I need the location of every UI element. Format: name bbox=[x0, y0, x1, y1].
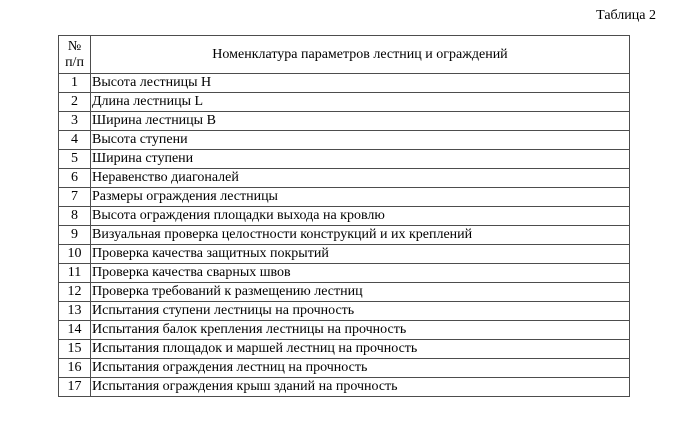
table-row bbox=[59, 321, 630, 340]
table-row bbox=[59, 378, 630, 397]
row-number: 11 bbox=[59, 264, 91, 283]
row-name: Проверка качества защитных покрытий bbox=[91, 245, 630, 264]
row-name: Высота ступени bbox=[91, 131, 630, 150]
row-number: 7 bbox=[59, 188, 91, 207]
row-number: 6 bbox=[59, 169, 91, 188]
row-name: Высота лестницы H bbox=[91, 74, 630, 93]
row-name: Ширина ступени bbox=[91, 150, 630, 169]
table-row bbox=[59, 112, 630, 131]
row-name: Испытания площадок и маршей лестниц на прочность bbox=[91, 340, 630, 359]
row-name: Испытания ограждения лестниц на прочность bbox=[91, 359, 630, 378]
row-name: Проверка требований к размещению лестниц bbox=[91, 283, 630, 302]
row-number: 3 bbox=[59, 112, 91, 131]
table-row bbox=[59, 340, 630, 359]
row-number: 1 bbox=[59, 74, 91, 93]
table-row bbox=[59, 359, 630, 378]
table-row bbox=[59, 207, 630, 226]
table-row bbox=[59, 226, 630, 245]
table-row bbox=[59, 131, 630, 150]
row-name: Испытания ограждения крыш зданий на прочность bbox=[91, 378, 630, 397]
table-row bbox=[59, 264, 630, 283]
table-row bbox=[59, 245, 630, 264]
table-row bbox=[59, 150, 630, 169]
row-name: Неравенство диагоналей bbox=[91, 169, 630, 188]
row-name: Проверка качества сварных швов bbox=[91, 264, 630, 283]
row-name: Испытания балок крепления лестницы на прочность bbox=[91, 321, 630, 340]
table-header-row bbox=[59, 36, 630, 74]
row-number: 4 bbox=[59, 131, 91, 150]
parameters-table bbox=[58, 35, 630, 397]
row-name: Размеры ограждения лестницы bbox=[91, 188, 630, 207]
table-row bbox=[59, 169, 630, 188]
row-number: 10 bbox=[59, 245, 91, 264]
row-number: 16 bbox=[59, 359, 91, 378]
table-row bbox=[59, 188, 630, 207]
row-number: 8 bbox=[59, 207, 91, 226]
row-number: 14 bbox=[59, 321, 91, 340]
row-number: 12 bbox=[59, 283, 91, 302]
row-number: 9 bbox=[59, 226, 91, 245]
column-header-number: № п/п bbox=[59, 36, 91, 74]
table-row bbox=[59, 74, 630, 93]
row-number: 13 bbox=[59, 302, 91, 321]
row-number: 15 bbox=[59, 340, 91, 359]
row-name: Длина лестницы L bbox=[91, 93, 630, 112]
row-number: 17 bbox=[59, 378, 91, 397]
row-name: Визуальная проверка целостности конструкций и их креплений bbox=[91, 226, 630, 245]
row-name: Высота ограждения площадки выхода на кровлю bbox=[91, 207, 630, 226]
row-number: 5 bbox=[59, 150, 91, 169]
table-caption: Таблица 2 bbox=[596, 8, 656, 23]
table-row bbox=[59, 302, 630, 321]
table-row bbox=[59, 283, 630, 302]
column-header-name: Номенклатура параметров лестниц и ограждений bbox=[91, 36, 630, 74]
row-name: Испытания ступени лестницы на прочность bbox=[91, 302, 630, 321]
row-number: 2 bbox=[59, 93, 91, 112]
row-name: Ширина лестницы B bbox=[91, 112, 630, 131]
table-row bbox=[59, 93, 630, 112]
